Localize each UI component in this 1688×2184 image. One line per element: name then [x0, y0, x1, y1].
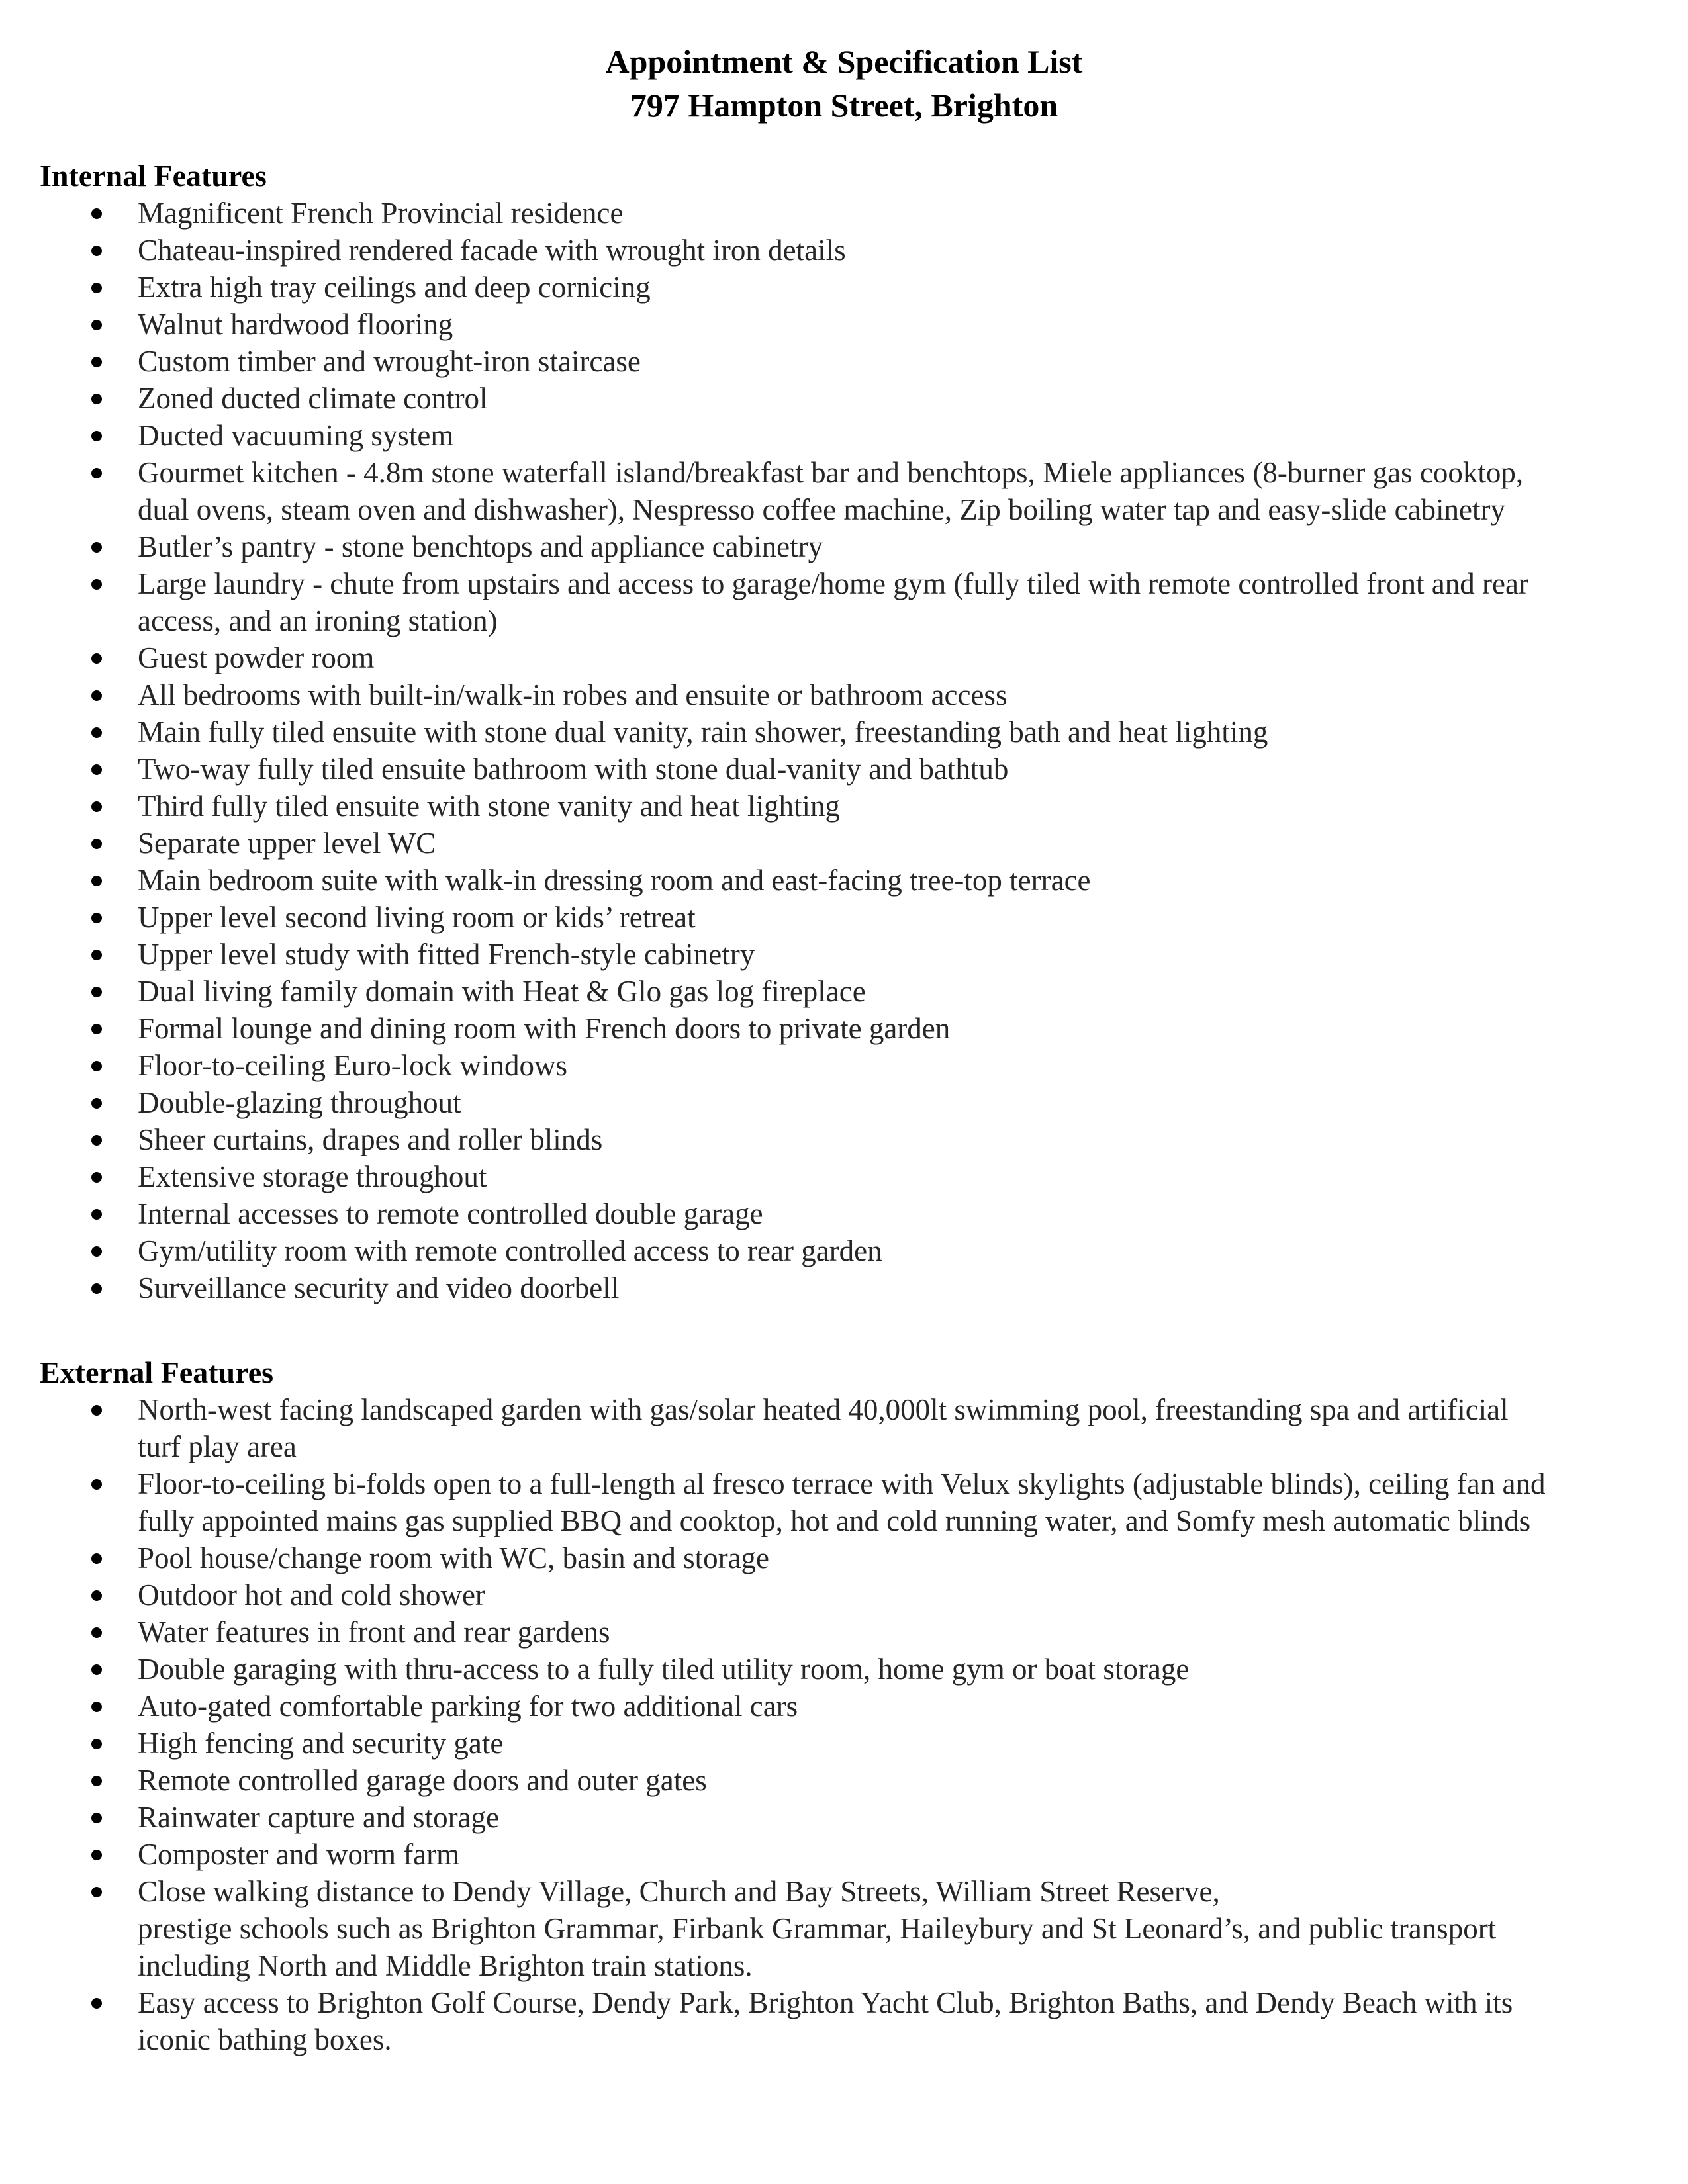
- feature-item: [40, 565, 1655, 639]
- feature-item: [40, 195, 1655, 232]
- feature-text: Outdoor hot and cold shower: [138, 1578, 485, 1612]
- bullet-icon: [91, 764, 102, 775]
- feature-text: Composter and worm farm: [138, 1838, 460, 1871]
- feature-text: Double-glazing throughout: [138, 1086, 461, 1119]
- feature-item: [40, 1873, 1655, 1984]
- feature-text: Gourmet kitchen - 4.8m stone waterfall island/breakfast bar and benchtops, Miele appliances (8-burner gas cooktop,: [138, 456, 1524, 489]
- bullet-icon: [91, 1664, 102, 1675]
- feature-item: [40, 1688, 1655, 1725]
- bullet-icon: [91, 1405, 102, 1416]
- feature-text: Chateau-inspired rendered facade with wrought iron details: [138, 234, 846, 267]
- feature-item: [40, 751, 1655, 788]
- bullet-icon: [91, 1172, 102, 1183]
- bullet-icon: [91, 468, 102, 478]
- feature-text: Gym/utility room with remote controlled access to rear garden: [138, 1234, 882, 1267]
- feature-item: [40, 639, 1655, 676]
- bullet-icon: [91, 1702, 102, 1712]
- document-title: [0, 40, 1688, 127]
- feature-text: access, and an ironing station): [138, 604, 498, 637]
- feature-item: [40, 1651, 1655, 1688]
- feature-text: prestige schools such as Brighton Grammar, Firbank Grammar, Haileybury and St Leonard’s, and public transport: [138, 1912, 1497, 1945]
- feature-item: [40, 1010, 1655, 1047]
- feature-item: [40, 1984, 1655, 2058]
- bullet-icon: [91, 1887, 102, 1897]
- feature-item: [40, 1576, 1655, 1614]
- feature-item: [40, 1836, 1655, 1873]
- feature-text: Extensive storage throughout: [138, 1160, 487, 1193]
- feature-text: Two-way fully tiled ensuite bathroom with stone dual-vanity and bathtub: [138, 752, 1009, 786]
- feature-text: dual ovens, steam oven and dishwasher), Nespresso coffee machine, Zip boiling water tap and easy-slide cabinetry: [138, 493, 1506, 526]
- bullet-icon: [91, 394, 102, 404]
- feature-item: [40, 1799, 1655, 1836]
- feature-item: [40, 973, 1655, 1010]
- feature-text: Magnificent French Provincial residence: [138, 197, 624, 230]
- feature-text: turf play area: [138, 1430, 297, 1463]
- bullet-icon: [91, 1135, 102, 1146]
- feature-text: Auto-gated comfortable parking for two additional cars: [138, 1690, 798, 1723]
- feature-item: [40, 1047, 1655, 1084]
- feature-item: [40, 343, 1655, 380]
- feature-text: Floor-to-ceiling Euro-lock windows: [138, 1049, 567, 1082]
- external-features-section: [40, 1354, 1655, 2058]
- feature-item: [40, 269, 1655, 306]
- feature-text: Custom timber and wrought-iron staircase: [138, 345, 641, 378]
- feature-text: Large laundry - chute from upstairs and access to garage/home gym (fully tiled with remote controlled front and rear: [138, 567, 1528, 600]
- feature-item: [40, 1084, 1655, 1121]
- bullet-icon: [91, 1061, 102, 1071]
- feature-text: Third fully tiled ensuite with stone vanity and heat lighting: [138, 790, 841, 823]
- bullet-icon: [91, 653, 102, 664]
- bullet-icon: [91, 357, 102, 367]
- feature-text: Walnut hardwood flooring: [138, 308, 453, 341]
- feature-text: All bedrooms with built-in/walk-in robes and ensuite or bathroom access: [138, 678, 1008, 711]
- bullet-icon: [91, 987, 102, 997]
- feature-text: Dual living family domain with Heat & Glo gas log fireplace: [138, 975, 866, 1008]
- feature-item: [40, 825, 1655, 862]
- internal-features-list: [40, 195, 1655, 1306]
- internal-features-heading: Internal Features: [40, 159, 267, 193]
- bullet-icon: [91, 839, 102, 849]
- bullet-icon: [91, 876, 102, 886]
- feature-text: Formal lounge and dining room with French doors to private garden: [138, 1012, 951, 1045]
- bullet-icon: [91, 431, 102, 441]
- feature-item: [40, 1232, 1655, 1269]
- feature-text: Pool house/change room with WC, basin and storage: [138, 1541, 770, 1574]
- feature-item: [40, 1195, 1655, 1232]
- feature-text: Zoned ducted climate control: [138, 382, 488, 415]
- feature-text: Guest powder room: [138, 641, 375, 674]
- bullet-icon: [91, 1024, 102, 1034]
- feature-item: [40, 1725, 1655, 1762]
- feature-item: [40, 528, 1655, 565]
- feature-item: [40, 788, 1655, 825]
- feature-text: Upper level study with fitted French-style cabinetry: [138, 938, 755, 971]
- bullet-icon: [91, 727, 102, 738]
- feature-text: Ducted vacuuming system: [138, 419, 454, 452]
- feature-item: [40, 862, 1655, 899]
- bullet-icon: [91, 283, 102, 293]
- bullet-icon: [91, 1776, 102, 1786]
- feature-item: [40, 306, 1655, 343]
- bullet-icon: [91, 1590, 102, 1601]
- bullet-icon: [91, 579, 102, 590]
- feature-item: [40, 1391, 1655, 1465]
- bullet-icon: [91, 1627, 102, 1638]
- bullet-icon: [91, 1813, 102, 1823]
- feature-item: [40, 899, 1655, 936]
- feature-item: [40, 936, 1655, 973]
- feature-item: [40, 1465, 1655, 1539]
- feature-text: North-west facing landscaped garden with gas/solar heated 40,000lt swimming pool, freestanding spa and artificial: [138, 1393, 1509, 1426]
- feature-text: Internal accesses to remote controlled double garage: [138, 1197, 763, 1230]
- feature-item: [40, 676, 1655, 713]
- feature-text: Water features in front and rear gardens: [138, 1615, 610, 1649]
- bullet-icon: [91, 246, 102, 256]
- bullet-icon: [91, 1739, 102, 1749]
- bullet-icon: [91, 801, 102, 812]
- feature-text: Separate upper level WC: [138, 827, 436, 860]
- feature-text: Butler’s pantry - stone benchtops and appliance cabinetry: [138, 530, 823, 563]
- feature-item: [40, 1539, 1655, 1576]
- feature-item: [40, 454, 1655, 528]
- bullet-icon: [91, 690, 102, 701]
- bullet-icon: [91, 1209, 102, 1220]
- feature-text: Main bedroom suite with walk-in dressing room and east-facing tree-top terrace: [138, 864, 1091, 897]
- feature-text: Surveillance security and video doorbell: [138, 1271, 620, 1304]
- feature-item: [40, 1614, 1655, 1651]
- feature-item: [40, 232, 1655, 269]
- feature-text: Sheer curtains, drapes and roller blinds: [138, 1123, 603, 1156]
- feature-text: Extra high tray ceilings and deep cornicing: [138, 271, 651, 304]
- feature-item: [40, 417, 1655, 454]
- bullet-icon: [91, 1246, 102, 1257]
- bullet-icon: [91, 542, 102, 553]
- external-features-heading: External Features: [40, 1355, 274, 1389]
- feature-text: Easy access to Brighton Golf Course, Dendy Park, Brighton Yacht Club, Brighton Baths, and Dendy Beach with its: [138, 1986, 1513, 2019]
- bullet-icon: [91, 1850, 102, 1860]
- bullet-icon: [91, 950, 102, 960]
- bullet-icon: [91, 1283, 102, 1294]
- feature-text: including North and Middle Brighton train stations.: [138, 1949, 753, 1982]
- feature-text: Close walking distance to Dendy Village, Church and Bay Streets, William Street Reserve,: [138, 1875, 1220, 1908]
- bullet-icon: [91, 320, 102, 330]
- feature-item: [40, 1121, 1655, 1158]
- title-line-1: Appointment & Specification List: [605, 43, 1083, 80]
- feature-item: [40, 1762, 1655, 1799]
- feature-text: Floor-to-ceiling bi-folds open to a full-length al fresco terrace with Velux skylights (adjustable blinds), ceiling fan and: [138, 1467, 1546, 1500]
- title-line-2: 797 Hampton Street, Brighton: [630, 87, 1058, 124]
- feature-text: High fencing and security gate: [138, 1727, 504, 1760]
- bullet-icon: [91, 1998, 102, 2009]
- external-features-list: [40, 1391, 1655, 2058]
- feature-item: [40, 1158, 1655, 1195]
- bullet-icon: [91, 1553, 102, 1564]
- bullet-icon: [91, 1479, 102, 1490]
- feature-text: iconic bathing boxes.: [138, 2023, 392, 2056]
- feature-item: [40, 380, 1655, 417]
- feature-text: fully appointed mains gas supplied BBQ and cooktop, hot and cold running water, and Somfy mesh automatic blinds: [138, 1504, 1531, 1537]
- internal-features-section: [40, 158, 1655, 1306]
- feature-item: [40, 1269, 1655, 1306]
- bullet-icon: [91, 913, 102, 923]
- feature-text: Remote controlled garage doors and outer gates: [138, 1764, 707, 1797]
- bullet-icon: [91, 1098, 102, 1109]
- feature-text: Rainwater capture and storage: [138, 1801, 499, 1834]
- feature-text: Double garaging with thru-access to a fully tiled utility room, home gym or boat storage: [138, 1653, 1190, 1686]
- bullet-icon: [91, 208, 102, 219]
- feature-text: Main fully tiled ensuite with stone dual vanity, rain shower, freestanding bath and heat lighting: [138, 715, 1268, 749]
- feature-text: Upper level second living room or kids’ retreat: [138, 901, 696, 934]
- feature-item: [40, 713, 1655, 751]
